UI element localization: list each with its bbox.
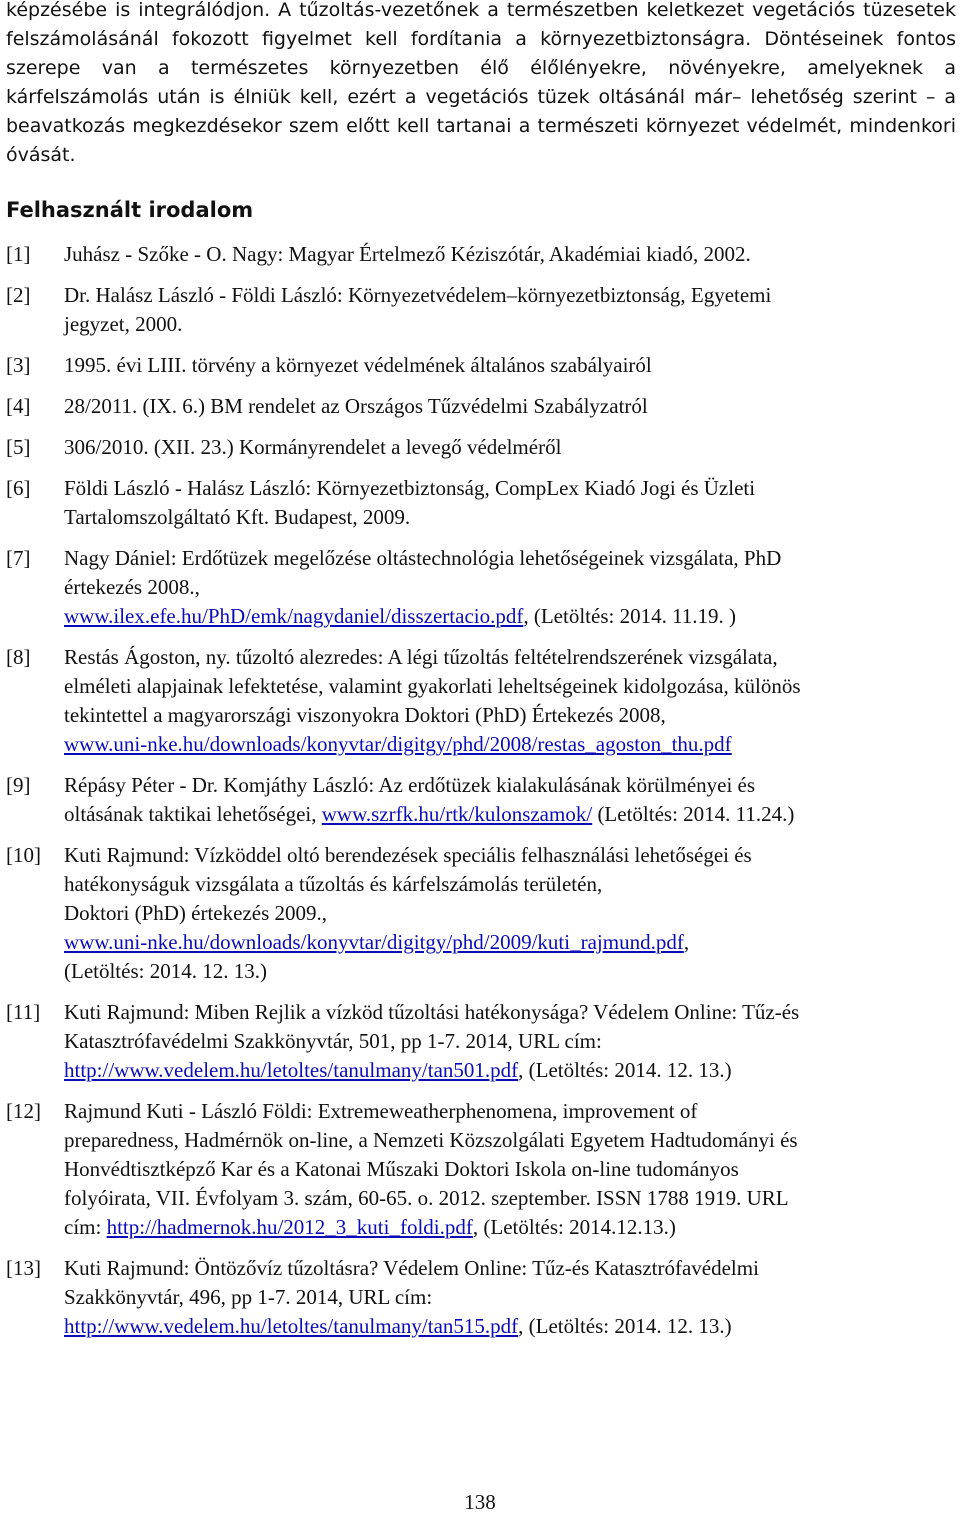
reference-item — [6, 474, 956, 532]
reference-item — [6, 771, 956, 829]
reference-item — [6, 1097, 956, 1242]
reference-text: , (Letöltés: 2014. 12. 13.) — [518, 1058, 732, 1082]
reference-line: folyóirata, VII. Évfolyam 3. szám, 60-65. o. 2012. szeptember. ISSN 1788 1919. URL — [64, 1186, 789, 1210]
page-number: 138 — [464, 1490, 496, 1514]
reference-item — [6, 240, 956, 269]
reference-line: jegyzet, 2000. — [64, 312, 183, 336]
reference-line: Rajmund Kuti - László Földi: Extremeweatherphenomena, improvement of — [64, 1099, 698, 1123]
reference-number: [10] — [6, 843, 41, 867]
reference-number: [12] — [6, 1099, 41, 1123]
reference-item — [6, 351, 956, 380]
reference-line — [64, 1312, 956, 1341]
reference-text: , (Letöltés: 2014.12.13.) — [472, 1215, 676, 1239]
reference-item — [6, 392, 956, 421]
reference-list — [6, 240, 956, 1353]
reference-line: elméleti alapjainak lefektetése, valamint gyakorlati leheltségeinek kidolgozása, különös — [64, 674, 801, 698]
reference-line: Dr. Halász László - Földi László: Környezetvédelem–környezetbiztonság, Egyetemi — [64, 283, 772, 307]
reference-line: Kuti Rajmund: Öntözővíz tűzoltásra? Védelem Online: Tűz-és Katasztrófavédelmi — [64, 1256, 759, 1280]
reference-item — [6, 433, 956, 462]
reference-url-link[interactable]: http://hadmernok.hu/2012_3_kuti_foldi.pdf — [106, 1215, 473, 1239]
reference-number: [11] — [6, 1000, 41, 1024]
reference-line: tekintettel a magyarországi viszonyokra Doktori (PhD) Értekezés 2008, — [64, 703, 666, 727]
reference-item — [6, 841, 956, 986]
reference-number: [5] — [6, 435, 31, 459]
reference-line: 306/2010. (XII. 23.) Kormányrendelet a levegő védelméről — [64, 435, 562, 459]
references-heading: Felhasznált irodalom — [6, 198, 254, 222]
reference-text: (Letöltés: 2014. 11.24.) — [592, 802, 795, 826]
reference-line: Restás Ágoston, ny. tűzoltó alezredes: A légi tűzoltás feltételrendszerének vizsgálata, — [64, 645, 778, 669]
reference-text: , (Letöltés: 2014. 12. 13.) — [518, 1314, 732, 1338]
reference-number: [3] — [6, 353, 31, 377]
reference-line: (Letöltés: 2014. 12. 13.) — [64, 959, 267, 983]
reference-number: [6] — [6, 476, 31, 500]
reference-line — [64, 1213, 956, 1242]
reference-line: Katasztrófavédelmi Szakkönyvtár, 501, pp 1-7. 2014, URL cím: — [64, 1029, 602, 1053]
reference-text: oltásának taktikai lehetőségei, — [64, 802, 322, 826]
reference-text: , — [683, 930, 690, 954]
reference-line: Doktori (PhD) értekezés 2009., — [64, 901, 328, 925]
reference-line: Tartalomszolgáltató Kft. Budapest, 2009. — [64, 505, 411, 529]
reference-item — [6, 998, 956, 1085]
reference-line — [64, 1056, 956, 1085]
reference-url-link[interactable]: www.uni-nke.hu/downloads/konyvtar/digitgy/phd/2009/kuti_rajmund.pdf — [64, 930, 684, 954]
reference-number: [8] — [6, 645, 31, 669]
reference-number: [13] — [6, 1256, 41, 1280]
reference-line: Földi László - Halász László: Környezetbiztonság, CompLex Kiadó Jogi és Üzleti — [64, 476, 756, 500]
reference-item — [6, 643, 956, 759]
reference-line: Juhász - Szőke - O. Nagy: Magyar Értelmező Kéziszótár, Akadémiai kiadó, 2002. — [64, 242, 751, 266]
reference-line: 28/2011. (IX. 6.) BM rendelet az Országos Tűzvédelmi Szabályzatról — [64, 394, 648, 418]
reference-url-link[interactable]: www.uni-nke.hu/downloads/konyvtar/digitgy/phd/2008/restas_agoston_thu.pdf — [64, 732, 732, 756]
reference-number: [7] — [6, 546, 31, 570]
reference-line — [64, 602, 956, 631]
reference-url-link[interactable]: www.ilex.efe.hu/PhD/emk/nagydaniel/disszertacio.pdf — [64, 604, 524, 628]
reference-line: preparedness, Hadmérnök on-line, a Nemzeti Közszolgálati Egyetem Hadtudományi és — [64, 1128, 798, 1152]
reference-line: Nagy Dániel: Erdőtüzek megelőzése oltástechnológia lehetőségeinek vizsgálata, PhD — [64, 546, 782, 570]
reference-item — [6, 281, 956, 339]
reference-line: Kuti Rajmund: Miben Rejlik a vízköd tűzoltási hatékonysága? Védelem Online: Tűz-és — [64, 1000, 800, 1024]
reference-line: hatékonyságuk vizsgálata a tűzoltás és kárfelszámolás területén, — [64, 872, 603, 896]
reference-url-link[interactable]: www.szrfk.hu/rtk/kulonszamok/ — [321, 802, 593, 826]
reference-text: , (Letöltés: 2014. 11.19. ) — [523, 604, 737, 628]
reference-line: értekezés 2008., — [64, 575, 200, 599]
reference-line — [64, 928, 956, 957]
reference-line: Honvédtisztképző Kar és a Katonai Műszaki Doktori Iskola on-line tudományos — [64, 1157, 739, 1181]
reference-line — [64, 730, 956, 759]
reference-line: 1995. évi LIII. törvény a környezet védelmének általános szabályairól — [64, 353, 652, 377]
reference-item — [6, 1254, 956, 1341]
reference-number: [4] — [6, 394, 31, 418]
reference-line — [64, 800, 956, 829]
reference-line: Répásy Péter - Dr. Komjáthy László: Az erdőtüzek kialakulásának körülményei és — [64, 773, 756, 797]
reference-number: [1] — [6, 242, 31, 266]
reference-url-link[interactable]: http://www.vedelem.hu/letoltes/tanulmany/tan501.pdf — [64, 1058, 519, 1082]
reference-number: [2] — [6, 283, 31, 307]
reference-text: cím: — [64, 1215, 107, 1239]
reference-number: [9] — [6, 773, 31, 797]
intro-paragraph: képzésébe is integrálódjon. A tűzoltás-vezetőnek a természetben keletkezet vegetációs tüzesetek felszámolásánál fokozott figyelmet kell fordítania a környezetbiztonságra. Döntéseinek fontos szerepe van a természetes környezetben élő élőlényekre, növényekre, amelyeknek a kárfelszámolás után is élniük kell, ezért a vegetációs tüzek oltásánál már– lehetőség szerint – a beavatkozás megkezdésekor szem előtt kell tartanai a természeti környezet védelmét, mindenkori óvását. — [6, 0, 956, 166]
reference-url-link[interactable]: http://www.vedelem.hu/letoltes/tanulmany/tan515.pdf — [64, 1314, 519, 1338]
reference-line: Kuti Rajmund: Vízköddel oltó berendezések speciális felhasználási lehetőségei és — [64, 843, 752, 867]
reference-line: Szakkönyvtár, 496, pp 1-7. 2014, URL cím: — [64, 1285, 433, 1309]
reference-item — [6, 544, 956, 631]
